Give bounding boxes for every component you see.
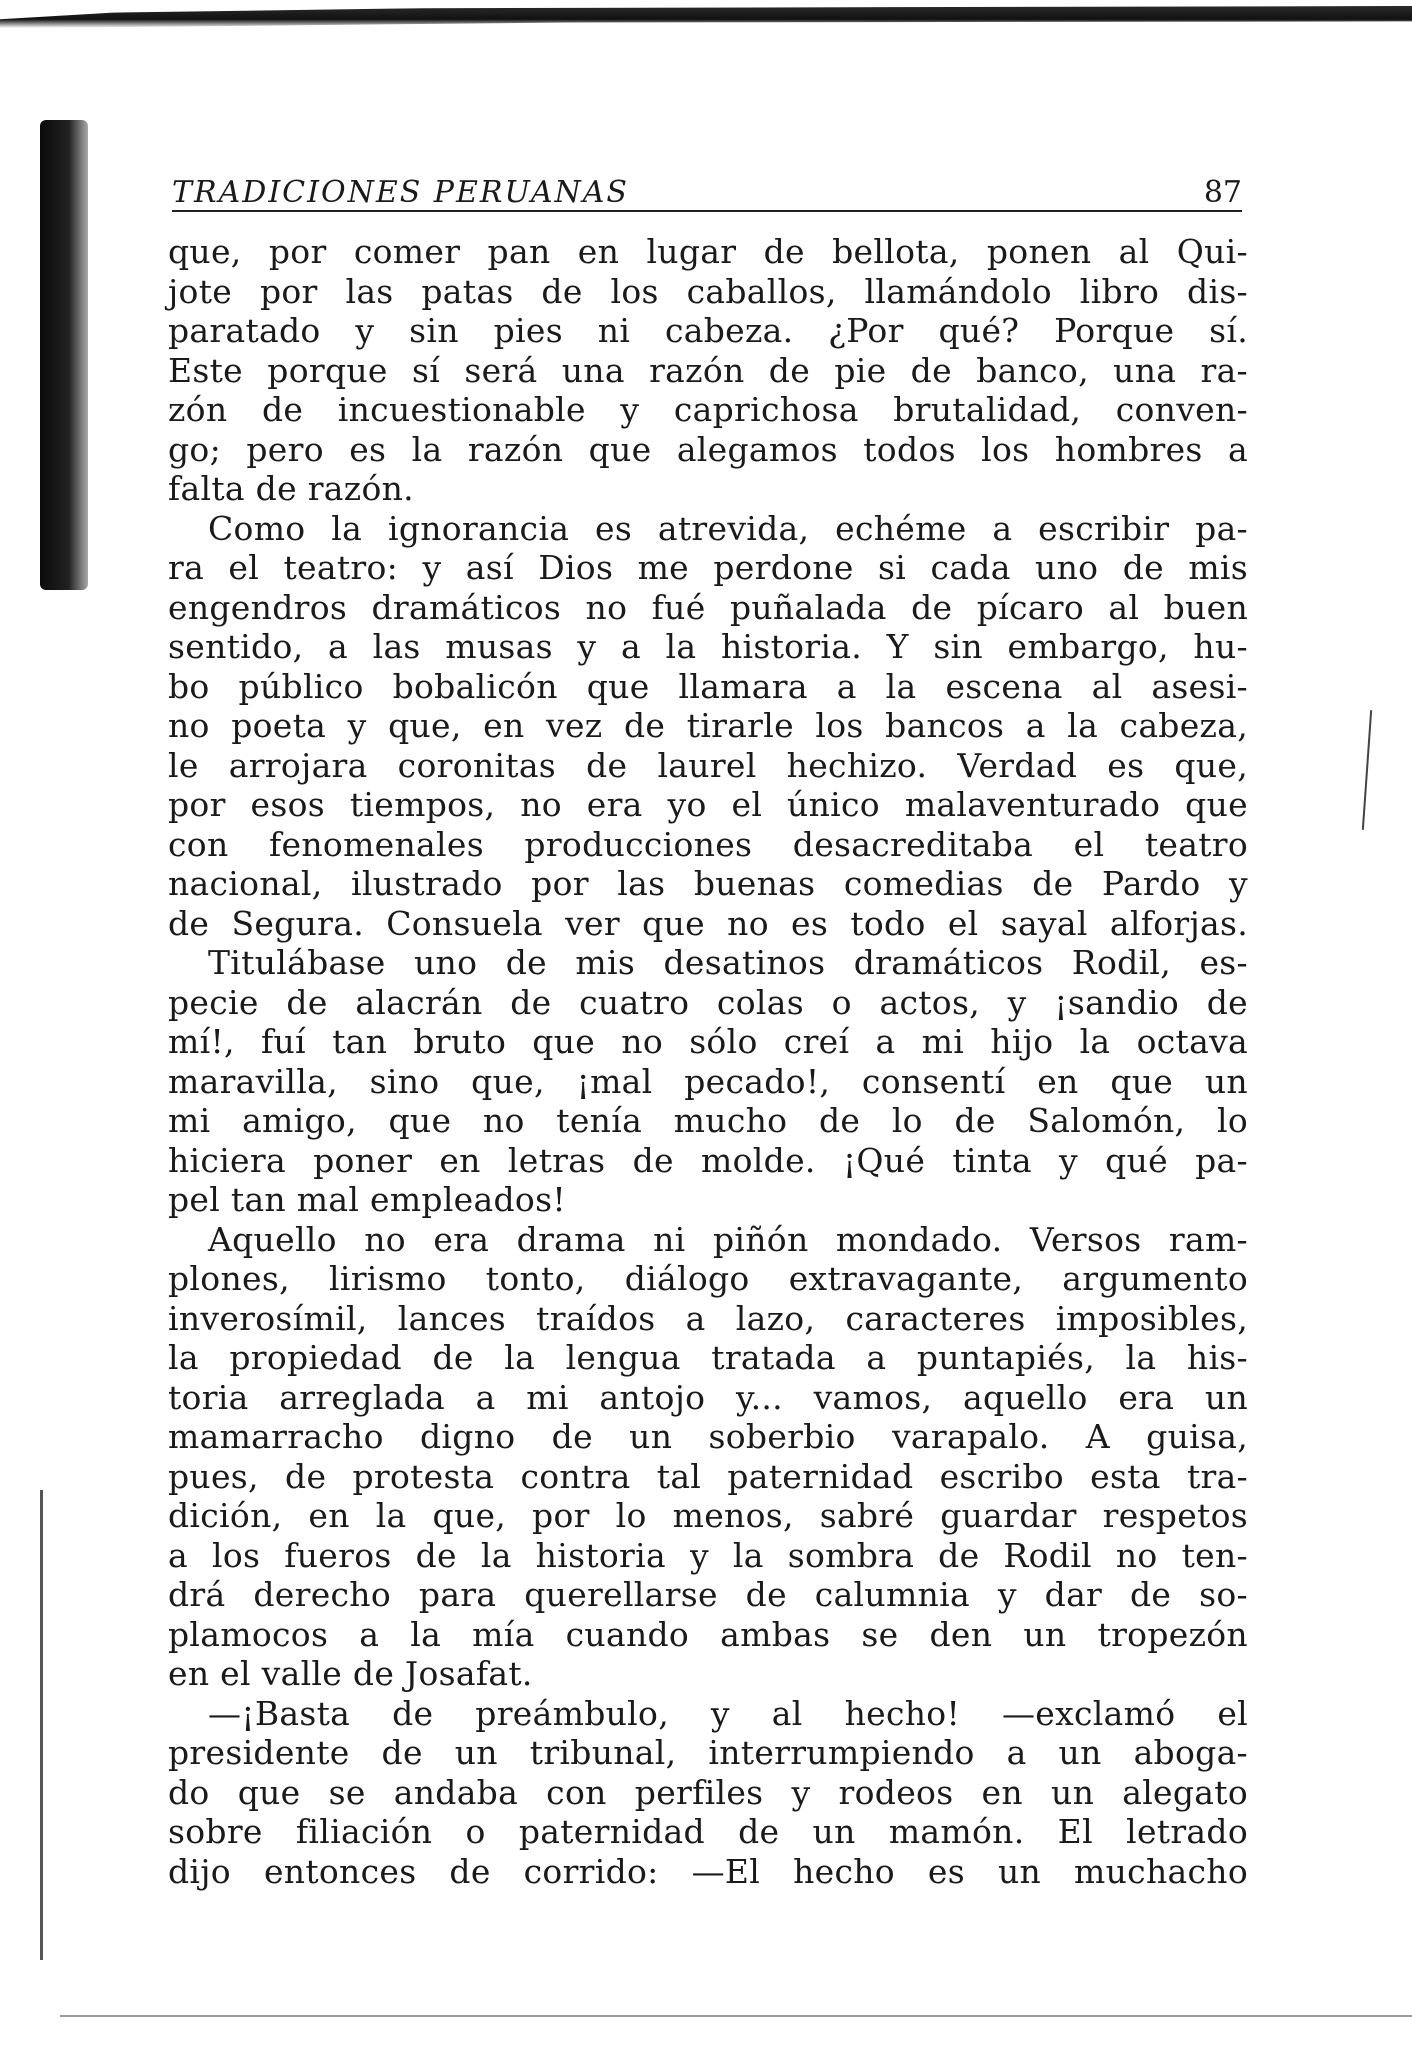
page-number: 87 [1203, 175, 1242, 210]
text-line: falta de razón. [168, 469, 414, 508]
text-line: dijo entonces de corrido: —El hecho es un muchacho [168, 1851, 1248, 1891]
scan-edge-shadow [0, 6, 1412, 28]
running-head: TRADICIONES PERUANAS [172, 175, 629, 210]
text-line: ra el teatro: y así Dios me perdone si cada uno de mis [168, 548, 1248, 587]
margin-pencil-mark [1362, 710, 1372, 830]
text-line: le arrojara coronitas de laurel hechizo. Verdad es que, [168, 745, 1248, 785]
text-line: con fenomenales producciones desacreditaba el teatro [168, 824, 1248, 864]
text-line: sentido, a las musas y a la historia. Y sin embargo, hu- [168, 627, 1248, 666]
text-line: drá derecho para querellarse de calumnia y dar de so- [168, 1575, 1248, 1614]
text-line: no poeta y que, en vez de tirarle los bancos a la cabeza, [168, 706, 1248, 745]
text-line: presidente de un tribunal, interrumpiendo a un aboga- [168, 1733, 1248, 1772]
text-line: pel tan mal empleados! [168, 1180, 566, 1219]
text-line: plones, lirismo tonto, diálogo extravagante, argumento [168, 1259, 1248, 1298]
text-line: Aquello no era drama ni piñón mondado. Versos ram- [208, 1219, 1248, 1259]
text-line: do que se andaba con perfiles y rodeos en un alegato [168, 1772, 1248, 1812]
text-line: maravilla, sino que, ¡mal pecado!, consentí en que un [168, 1061, 1248, 1101]
text-line: en el valle de Josafat. [168, 1654, 533, 1693]
text-line: jote por las patas de los caballos, llamándolo libro dis- [168, 271, 1248, 311]
text-line: sobre filiación o paternidad de un mamón. El letrado [168, 1812, 1248, 1851]
text-line: paratado y sin pies ni cabeza. ¿Por qué? Porque sí. [168, 311, 1248, 350]
text-line: hiciera poner en letras de molde. ¡Qué tinta y qué pa- [168, 1140, 1248, 1180]
text-line: —¡Basta de preámbulo, y al hecho! —exclamó el [208, 1693, 1248, 1733]
body-text [168, 232, 1248, 1891]
binding-shadow [40, 120, 88, 590]
text-line: plamocos a la mía cuando ambas se den un tropezón [168, 1614, 1248, 1654]
text-line: bo público bobalicón que llamara a la escena al asesi- [168, 666, 1248, 706]
text-line: zón de incuestionable y caprichosa brutalidad, conven- [168, 390, 1248, 429]
text-line: pues, de protesta contra tal paternidad escribo esta tra- [168, 1456, 1248, 1496]
bottom-scan-edge [60, 2015, 1412, 2017]
text-line: toria arreglada a mi antojo y... vamos, aquello era un [168, 1377, 1248, 1417]
text-line: inverosímil, lances traídos a lazo, caracteres imposibles, [168, 1298, 1248, 1338]
binding-edge-line [40, 1490, 43, 1960]
text-line: mí!, fuí tan bruto que no sólo creí a mi hijo la octava [168, 1022, 1248, 1061]
text-line: mi amigo, que no tenía mucho de lo de Salomón, lo [168, 1101, 1248, 1140]
text-line: engendros dramáticos no fué puñalada de pícaro al buen [168, 587, 1248, 627]
text-line: mamarracho digno de un soberbio varapalo. A guisa, [168, 1417, 1248, 1456]
page-header [172, 168, 1242, 212]
text-line: que, por comer pan en lugar de bellota, ponen al Qui- [168, 232, 1248, 271]
text-line: pecie de alacrán de cuatro colas o actos, y ¡sandio de [168, 982, 1248, 1022]
text-line: Titulábase uno de mis desatinos dramáticos Rodil, es- [208, 943, 1248, 982]
text-line: go; pero es la razón que alegamos todos los hombres a [168, 429, 1248, 469]
text-line: Este porque sí será una razón de pie de banco, una ra- [168, 350, 1248, 390]
text-line: la propiedad de la lengua tratada a puntapiés, la his- [168, 1338, 1248, 1377]
text-line: dición, en la que, por lo menos, sabré guardar respetos [168, 1496, 1248, 1535]
text-line: por esos tiempos, no era yo el único malaventurado que [168, 785, 1248, 824]
text-line: nacional, ilustrado por las buenas comedias de Pardo y [168, 864, 1248, 903]
text-line: Como la ignorancia es atrevida, echéme a escribir pa- [208, 508, 1248, 548]
text-line: a los fueros de la historia y la sombra de Rodil no ten- [168, 1535, 1248, 1575]
text-line: de Segura. Consuela ver que no es todo el sayal alforjas. [168, 903, 1248, 943]
